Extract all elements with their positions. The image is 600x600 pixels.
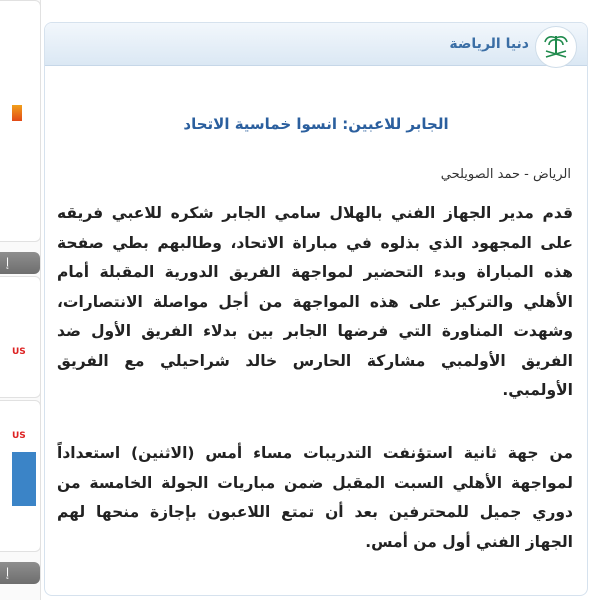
article-paragraph-2: من جهة ثانية استؤنفت التدريبات مساء أمس (الاثنين) استعداداً لمواجهة الأهلي السبت المقبل ضمن مباريات الجولة الخامسة من دوري جميل للمحترفين بعد أن تمتع اللاعبون بإجازة منحها لهم الجهاز الفني أول من أمس.	[57, 444, 573, 551]
sidebar-middle-box	[0, 276, 41, 398]
sidebar-us-label-1: US	[12, 347, 26, 357]
sidebar-blue-ad[interactable]	[12, 452, 36, 506]
sidebar-tab-1-label: إ	[6, 256, 10, 269]
sidebar-orange-mark	[12, 105, 22, 121]
section-header	[45, 23, 587, 66]
article-paragraph-1: قدم مدير الجهاز الفني بالهلال سامي الجابر شكره للاعبي فريقه على المجهود الذي بذلوه في مباراة الاتحاد، وطالبهم بطي صفحة هذه المباراة وبدء التحضير لمواجهة الفريق الدورية المقبلة أمام الأهلي والتركيز على هذه المواجهة من أجل مواصلة الانتصارات، وشهدت المناورة التي فرضها الجابر بين بدلاء الفريق الأول ضد الفريق الأولمبي مشاركة الحارس خالد شراحيلي مع الفريق الأولمبي.	[57, 204, 573, 399]
article-byline: الرياض - حمد الصويلحي	[440, 167, 571, 182]
sidebar-us-label-2: US	[12, 431, 26, 441]
article-panel	[44, 22, 588, 596]
palm-swords-icon	[535, 26, 577, 68]
sidebar-top-box	[0, 0, 41, 242]
left-sidebar	[0, 0, 41, 600]
logo-svg	[536, 27, 576, 67]
article-title: الجابر للاعبين: انسوا خماسية الاتحاد	[183, 115, 449, 133]
sidebar-tab-1[interactable]	[0, 252, 40, 274]
sidebar-tab-2-label: إ	[6, 566, 10, 579]
sidebar-tab-2[interactable]	[0, 562, 40, 584]
section-title[interactable]: دنيا الرياضة	[449, 36, 529, 52]
